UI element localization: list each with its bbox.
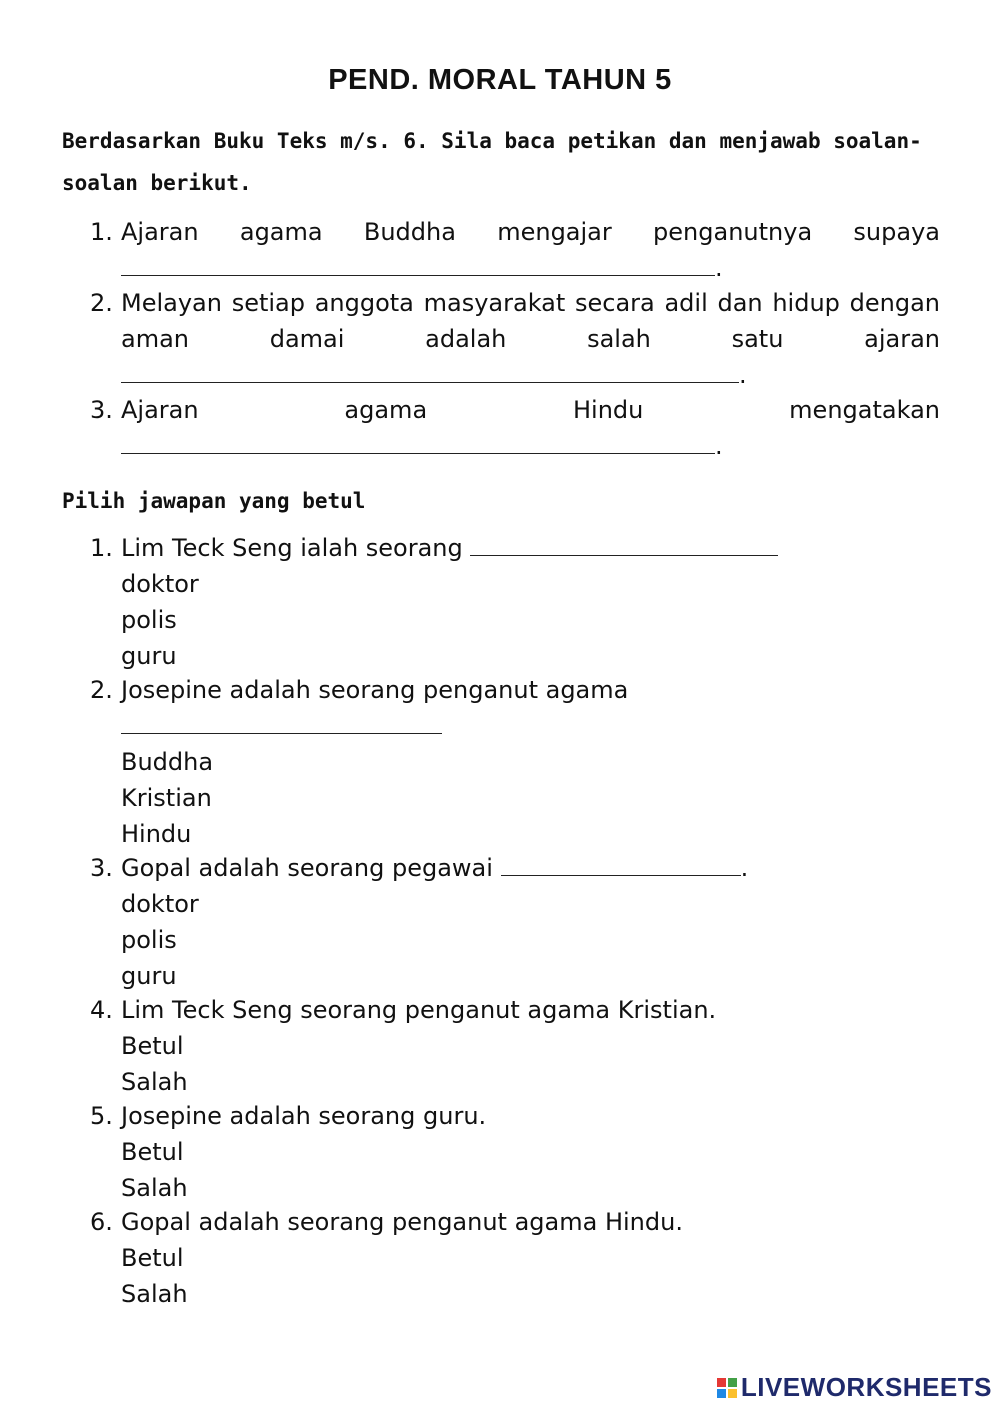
question-number: 4.: [90, 996, 113, 1024]
question-b5: [90, 1098, 940, 1206]
question-number: 3.: [90, 396, 113, 424]
question-b2: [90, 672, 940, 852]
question-b6: [90, 1204, 940, 1312]
question-text: Ajaran agama Buddha mengajar penganutnya supaya: [121, 218, 940, 246]
option-hindu[interactable]: Hindu: [121, 820, 192, 848]
option-buddha[interactable]: Buddha: [121, 748, 214, 776]
question-text: Josepine adalah seorang penganut agama: [121, 676, 629, 704]
question-a3: [90, 392, 940, 464]
question-b3: [90, 850, 940, 994]
question-number: 6.: [90, 1208, 113, 1236]
instruction-passage: Berdasarkan Buku Teks m/s. 6. Sila baca petikan dan menjawab soalan-soalan berikut.: [62, 129, 922, 195]
question-number: 1.: [90, 534, 113, 562]
liveworksheets-logo: [717, 1372, 992, 1403]
question-number: 5.: [90, 1102, 113, 1130]
instruction-choose: Pilih jawapan yang betul: [62, 489, 366, 513]
answer-blank[interactable]: [470, 533, 778, 556]
option-polis[interactable]: polis: [121, 926, 177, 954]
option-guru[interactable]: guru: [121, 642, 177, 670]
question-number: 2.: [90, 676, 113, 704]
question-number: 2.: [90, 289, 113, 317]
option-polis[interactable]: polis: [121, 606, 177, 634]
option-salah[interactable]: Salah: [121, 1174, 188, 1202]
question-b4: [90, 992, 940, 1100]
answer-blank[interactable]: [121, 431, 715, 454]
question-text: Gopal adalah seorang pegawai: [121, 854, 493, 882]
question-text: Lim Teck Seng seorang penganut agama Kristian.: [121, 996, 717, 1024]
question-text: Gopal adalah seorang penganut agama Hindu.: [121, 1208, 683, 1236]
answer-blank[interactable]: [501, 853, 741, 876]
question-a2: [90, 285, 940, 393]
question-end: .: [715, 432, 723, 460]
option-betul[interactable]: Betul: [121, 1138, 184, 1166]
question-end: .: [740, 854, 749, 882]
option-salah[interactable]: Salah: [121, 1280, 188, 1308]
question-number: 1.: [90, 218, 113, 246]
question-end: .: [739, 361, 747, 389]
question-text: Lim Teck Seng ialah seorang: [121, 534, 463, 562]
option-betul[interactable]: Betul: [121, 1244, 184, 1272]
answer-blank[interactable]: [121, 253, 715, 276]
worksheet-title: PEND. MORAL TAHUN 5: [328, 64, 672, 96]
question-text: Josepine adalah seorang guru.: [121, 1102, 487, 1130]
question-text: Ajaran agama Hindu mengatakan: [121, 396, 940, 424]
logo-text: LIVEWORKSHEETS: [740, 1372, 992, 1402]
answer-blank[interactable]: [121, 711, 442, 734]
answer-blank[interactable]: [121, 360, 739, 383]
option-guru[interactable]: guru: [121, 962, 177, 990]
option-doktor[interactable]: doktor: [121, 890, 199, 918]
option-doktor[interactable]: doktor: [121, 570, 199, 598]
option-salah[interactable]: Salah: [121, 1068, 188, 1096]
question-b1: [90, 530, 940, 674]
question-end: .: [715, 254, 723, 282]
question-a1: [90, 214, 940, 286]
logo-grid-icon: [717, 1378, 737, 1398]
question-number: 3.: [90, 854, 113, 882]
option-betul[interactable]: Betul: [121, 1032, 184, 1060]
option-kristian[interactable]: Kristian: [121, 784, 212, 812]
question-text: Melayan setiap anggota masyarakat secara adil dan hidup dengan aman damai adalah salah satu ajaran: [121, 289, 940, 353]
